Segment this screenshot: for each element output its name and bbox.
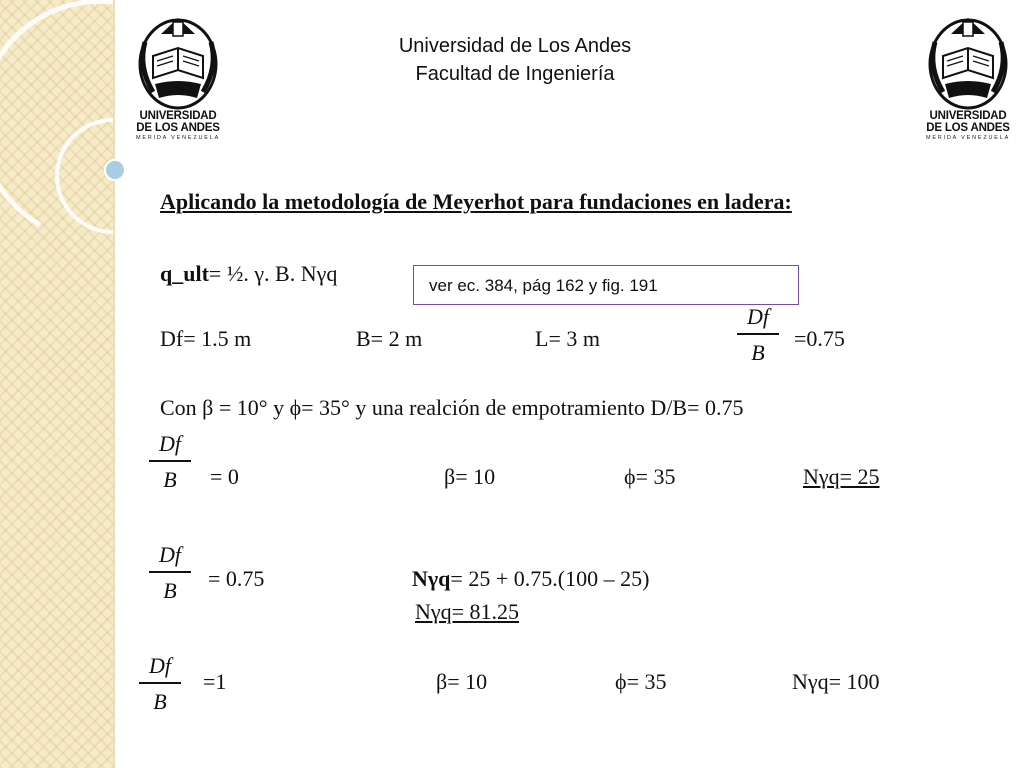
fraction-denominator: B xyxy=(751,339,765,365)
fraction-numerator: Df xyxy=(149,653,171,678)
formula-expression: = ½. γ. B. Nγq xyxy=(208,261,338,286)
b-value: B= 2 m xyxy=(356,326,423,351)
row3-equals: =1 xyxy=(203,669,227,694)
fraction-bar xyxy=(149,571,191,573)
row2-nq-expression xyxy=(412,566,649,592)
slide-title: Aplicando la metodología de Meyerhot para fundaciones en ladera: xyxy=(160,189,792,214)
fraction-numerator: Df xyxy=(159,542,181,567)
row2-equals: = 0.75 xyxy=(208,566,265,591)
fraction-numerator: Df xyxy=(159,431,181,456)
row1-phi: ϕ= 35 xyxy=(624,464,676,489)
university-seal-icon xyxy=(923,12,1013,110)
header-university: Universidad de Los Andes xyxy=(398,35,632,57)
formula-variable: q_ult xyxy=(160,261,209,286)
logo-name-line1: UNIVERSIDAD xyxy=(929,110,1007,122)
row2-nq-label: Nγq xyxy=(412,566,451,591)
fraction-bar xyxy=(737,333,779,335)
university-logo-left xyxy=(128,12,228,141)
logo-city-line: MERIDA VENEZUELA xyxy=(135,135,221,141)
fraction-numerator: Df xyxy=(747,304,769,329)
ratio-result: =0.75 xyxy=(794,326,845,351)
ultimate-load-formula xyxy=(160,261,337,287)
row3-fraction xyxy=(139,654,181,714)
row2-nq-formula: = 25 + 0.75.(100 – 25) xyxy=(450,566,650,591)
df-value: Df= 1.5 m xyxy=(160,326,252,351)
df-over-b-fraction xyxy=(737,305,779,365)
fraction-denominator: B xyxy=(153,688,167,714)
row3-beta: β= 10 xyxy=(436,669,488,694)
logo-name-line1: UNIVERSIDAD xyxy=(139,110,217,122)
row3-phi: ϕ= 35 xyxy=(615,669,667,694)
row2-nq-result: Nγq= 81.25 xyxy=(415,599,520,624)
row1-beta: β= 10 xyxy=(444,464,496,489)
fraction-bar xyxy=(149,460,191,462)
l-value: L= 3 m xyxy=(535,326,600,351)
reference-note-box: ver ec. 384, pág 162 y fig. 191 xyxy=(413,265,799,305)
logo-name-line2: DE LOS ANDES xyxy=(136,122,220,134)
logo-city-line: MERIDA VENEZUELA xyxy=(925,135,1011,141)
decorative-dot xyxy=(105,160,125,180)
conditions-text: Con β = 10° y ϕ= 35° y una realción de empotramiento D/B= 0.75 xyxy=(160,395,744,420)
fraction-denominator: B xyxy=(163,577,177,603)
logo-name-line2: DE LOS ANDES xyxy=(926,122,1010,134)
row1-equals: = 0 xyxy=(210,464,239,489)
university-logo-right xyxy=(918,12,1018,141)
fraction-bar xyxy=(139,682,181,684)
university-seal-icon xyxy=(133,12,223,110)
slide-header xyxy=(330,32,700,88)
row1-nq: Nγq= 25 xyxy=(803,464,880,489)
row1-fraction xyxy=(149,432,191,492)
row2-fraction xyxy=(149,543,191,603)
header-faculty: Facultad de Ingeniería xyxy=(415,63,615,85)
row3-nq: Nγq= 100 xyxy=(792,669,880,694)
fraction-denominator: B xyxy=(163,466,177,492)
